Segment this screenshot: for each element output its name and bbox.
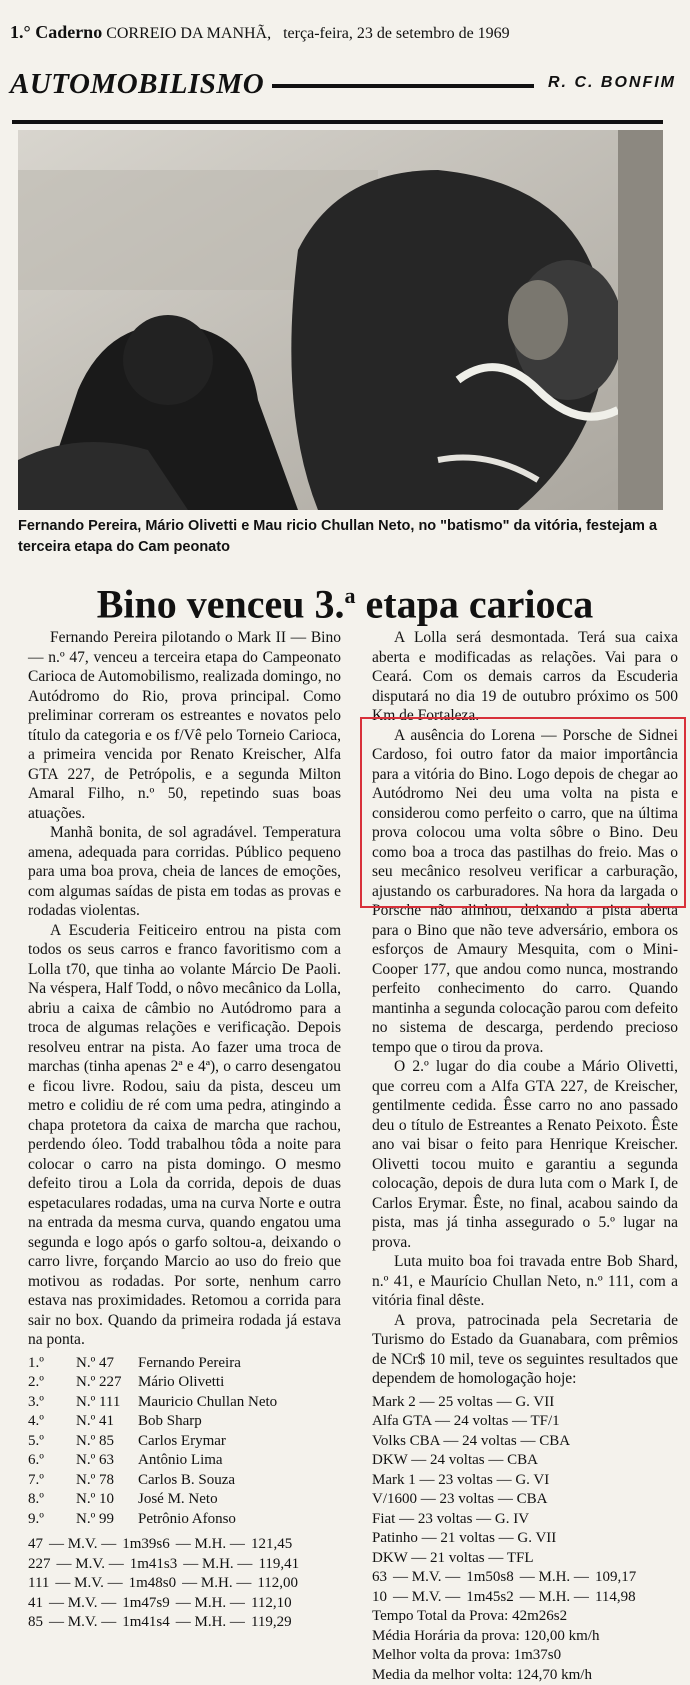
class-results: [372, 1393, 678, 1569]
result-row: 4.º N.º 41 Bob Sharp: [28, 1412, 341, 1432]
total-row: Tempo Total da Prova: 42m26s2: [372, 1607, 678, 1627]
class-row: Fiat — 23 voltas — G. IV: [372, 1510, 678, 1530]
class-row: Mark 2 — 25 voltas — G. VII: [372, 1393, 678, 1413]
top-rule: [12, 120, 663, 124]
laptime-row: 63 — M.V. — 1m50s8 — M.H. — 109,17: [372, 1568, 678, 1588]
result-row: 8.º N.º 10 José M. Neto: [28, 1490, 341, 1510]
laptime-row: 10 — M.V. — 1m45s2 — M.H. — 114,98: [372, 1588, 678, 1608]
paragraph: Fernando Pereira pilotando o Mark II — Bino — n.º 47, venceu a terceira etapa do Campeonato Carioca de Automobilismo, realizada domingo, no Autódromo do Rio, prova principal. Como preliminar correram os estreantes e novatos pelo título da categoria e os f/Vê pelo Torneio Carioca, a primeira vencida por Renato Kreischer, Alfa GTA 227, de Petrópolis, e a segunda Milton Amaral Filho, n.º 50, repetindo suas boas atuações.: [28, 628, 341, 823]
laptimes-left: [28, 1535, 341, 1633]
laptime-row: 111 — M.V. — 1m48s0 — M.H. — 112,00: [28, 1574, 341, 1594]
news-photo: [18, 130, 663, 510]
laptime-row: 47 — M.V. — 1m39s6 — M.H. — 121,45: [28, 1535, 341, 1555]
photo-caption: Fernando Pereira, Mário Olivetti e Mau ricio Chullan Neto, no "batismo" da vitória, festejam a terceira etapa do Cam peonato: [18, 516, 663, 558]
class-row: V/1600 — 23 voltas — CBA: [372, 1490, 678, 1510]
section-title: AUTOMOBILISMO: [10, 68, 264, 101]
results-list: [28, 1354, 341, 1530]
class-row: DKW — 24 voltas — CBA: [372, 1451, 678, 1471]
headline-main: Bino venceu 3.: [97, 581, 345, 626]
result-row: 2.º N.º 227 Mário Olivetti: [28, 1373, 341, 1393]
class-row: DKW — 21 voltas — TFL: [372, 1549, 678, 1569]
result-row: 6.º N.º 63 Antônio Lima: [28, 1451, 341, 1471]
headline-superscript: a: [345, 583, 356, 608]
masthead-paper: CORREIO DA MANHÃ,: [106, 25, 271, 42]
paragraph: A Escuderia Feiticeiro entrou na pista com todos os seus carros e franco favoritismo com a Lolla t70, que tinha ao volante Márcio De Paoli. Na véspera, Half Todd, o nôvo mecânico da Lolla, abriu a caixa de câmbio no Autódromo para a troca de algumas relações e verificação. Depois resolveu entrar na pista. Ao fazer uma troca de marchas (tinha apenas 2ª e 4ª), o carro desengatou e ficou livre. Rodou, saiu da pista, desceu um metro e colidiu de ré com uma pedra, atingindo a chapa protetora da caixa de marcha que rachou, perdendo óleo. Todd trabalhou tôda a noite para colocar o carro na pista domingo. O mesmo defeito tirou a Lola da corrida, depois de duas espetaculares rodadas, uma na curva Norte e outra na entrada da mesma curva, quando engatou uma segunda e logo após o garfo soltou-a, deixando o carro livre, forçando Marcio ao uso do freio que motivou as rodadas. Por sorte, nenhum carro estava nas proximidades. Retomou a corrida para sair no box. Quando da primeira rodada já estava na ponta.: [28, 921, 341, 1350]
article-headline: [0, 568, 690, 632]
paragraph: A ausência do Lorena — Porsche de Sidnei Cardoso, foi outro fator da maior importância para a vitória do Bino. Logo depois de chegar ao Autódromo Nei deu uma volta na pista e considerou como perfeito o carro, que na última prova colocou uma volta sôbre o Bino. Deu como boa a troca das pastilhas do freio. Mas o seu mecânico resolveu verificar a carburação, ajustando os carburadores. Na hora da largada o Porsche não alinhou, deixando a pista aberta para o Bino que não teve adversário, embora os esforços de Amaury Mesquita, com o Mini-Cooper 177, que andou como nunca, mostrando perfeito conhecimento do carro. Quando mantinha a segunda colocação parou com defeito no sistema de descarga, perdendo precioso tempo que o tirou da prova.: [372, 726, 678, 1058]
laptime-row: 227 — M.V. — 1m41s3 — M.H. — 119,41: [28, 1555, 341, 1575]
laptimes-right: [372, 1568, 678, 1607]
laptime-row: 85 — M.V. — 1m41s4 — M.H. — 119,29: [28, 1613, 341, 1633]
result-row: 9.º N.º 99 Petrônio Afonso: [28, 1510, 341, 1530]
paragraph: O 2.º lugar do dia coube a Mário Olivetti, que correu com a Alfa GTA 227, de Kreischer, gentilmente cedida. Êsse carro no ano passado deu o título de Estreantes a Renato Peixoto. Êste ano vai bisar o feito para Henrique Kreischer. Olivetti tocou muito e garantiu a segunda colocação, depois de dura luta com o Mark I, de Carlos Erymar. Êste, no final, acabou saindo da pista, mas já tinha assegurado o 5.º lugar na prova.: [372, 1057, 678, 1252]
race-totals: [372, 1607, 678, 1685]
class-row: Volks CBA — 24 voltas — CBA: [372, 1432, 678, 1452]
result-row: 3.º N.º 111 Mauricio Chullan Neto: [28, 1393, 341, 1413]
paragraph: A prova, patrocinada pela Secretaria de Turismo do Estado da Guanabara, com prêmios de NCr$ 10 mil, teve os seguintes resultados que dependem de homologação hoje:: [372, 1311, 678, 1389]
total-row: Média Horária da prova: 120,00 km/h: [372, 1627, 678, 1647]
section-author: R. C. BONFIM: [548, 74, 676, 92]
class-row: Patinho — 21 voltas — G. VII: [372, 1529, 678, 1549]
masthead-section: 1.° Caderno: [10, 22, 102, 42]
result-row: 1.º N.º 47 Fernando Pereira: [28, 1354, 341, 1374]
paragraph: A Lolla será desmontada. Terá sua caixa aberta e modificadas as relações. Vai para o Ceará. Com os demais carros da Escuderia disputará no dia 19 de outubro próximo os 500 Km de Fortaleza.: [372, 628, 678, 726]
highlight-box: [360, 717, 686, 908]
section-rule: [272, 84, 534, 88]
masthead: [10, 22, 680, 43]
total-row: Melhor volta da prova: 1m37s0: [372, 1646, 678, 1666]
masthead-date: terça-feira, 23 de setembro de 1969: [283, 25, 510, 42]
left-column: [28, 628, 341, 1633]
section-header: [10, 68, 680, 102]
class-row: Mark 1 — 23 voltas — G. VI: [372, 1471, 678, 1491]
headline-rest: etapa carioca: [356, 581, 594, 626]
result-row: 5.º N.º 85 Carlos Erymar: [28, 1432, 341, 1452]
paragraph: Manhã bonita, de sol agradável. Temperatura amena, adequada para corridas. Público pequeno para uma boa prova, cheia de lances de emoções, com algumas saídas de pista em todas as provas e rodadas violentas.: [28, 823, 341, 921]
result-row: 7.º N.º 78 Carlos B. Souza: [28, 1471, 341, 1491]
laptime-row: 41 — M.V. — 1m47s9 — M.H. — 112,10: [28, 1594, 341, 1614]
paragraph: Luta muito boa foi travada entre Bob Shard, n.º 41, e Maurício Chullan Neto, n.º 111, com a vitória final dêste.: [372, 1252, 678, 1311]
total-row: Media da melhor volta: 124,70 km/h: [372, 1666, 678, 1685]
class-row: Alfa GTA — 24 voltas — TF/1: [372, 1412, 678, 1432]
